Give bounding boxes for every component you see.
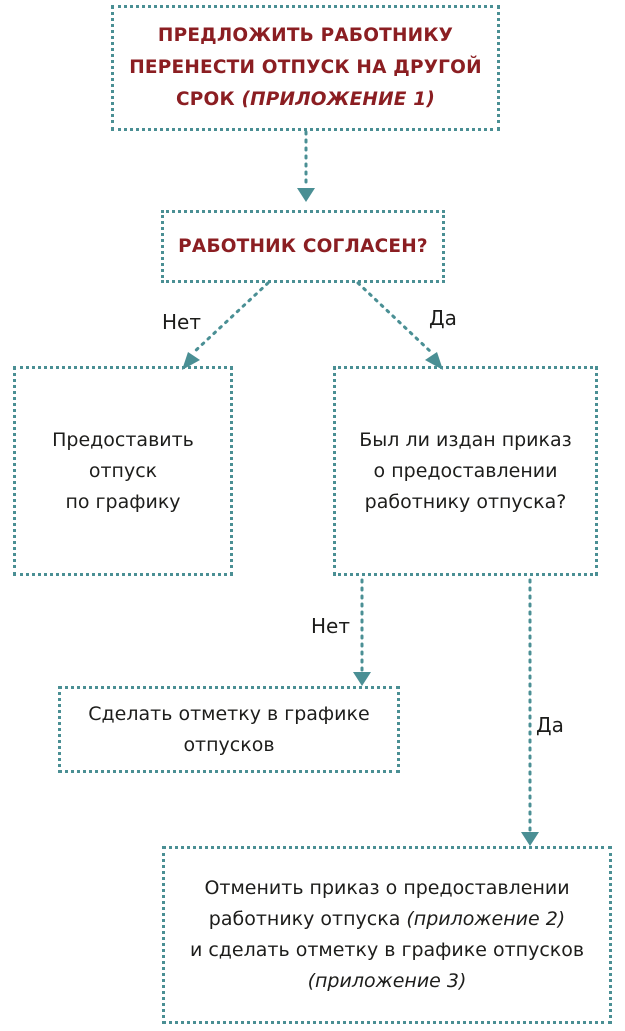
box-cancel-appendix-2: (приложение 2) [406, 908, 566, 930]
box-cancel-line1: Отменить приказ о предоставлении [204, 877, 570, 899]
box-order-line1: Был ли издан приказ [359, 428, 572, 451]
box-question-text: РАБОТНИК СОГЛАСЕН? [178, 235, 428, 257]
box-grant-line3: по графику [65, 490, 181, 513]
box-cancel-order [162, 846, 612, 1024]
box-cancel-line2: работнику отпуска (приложение 2) [208, 908, 566, 930]
box-grant-vacation [13, 366, 233, 576]
arrowhead-mark [353, 672, 371, 686]
box-mark-line2: отпусков [183, 733, 275, 756]
box-order-line3: работнику отпуска? [364, 490, 567, 513]
box-mark-line1: Сделать отметку в графике [88, 702, 370, 725]
box-cancel-line3: и сделать отметку в графике отпусков [189, 939, 585, 961]
box-order-line2: о предоставлении [373, 459, 558, 482]
arrowhead-top [297, 188, 315, 202]
arrow-line-question-to-left [193, 283, 268, 353]
box-employee-agrees [161, 210, 445, 283]
label-yes-1: Да [429, 306, 457, 330]
arrow-line-question-to-right [358, 283, 432, 353]
box-offer-line3: СРОК (ПРИЛОЖЕНИЕ 1) [176, 89, 435, 110]
box-offer-line2: ПЕРЕНЕСТИ ОТПУСК НА ДРУГОЙ [129, 57, 482, 78]
box-mark-schedule [58, 686, 400, 773]
label-no-1: Нет [162, 310, 201, 334]
box-grant-line2: отпуск [88, 459, 158, 482]
arrowhead-cancel [521, 832, 539, 846]
box-order-issued [333, 366, 598, 576]
label-yes-2: Да [536, 713, 564, 737]
box-grant-line1: Предоставить [52, 428, 194, 451]
box-offer-appendix: (ПРИЛОЖЕНИЕ 1) [241, 89, 435, 110]
label-no-2: Нет [311, 614, 350, 638]
box-offer-line1: ПРЕДЛОЖИТЬ РАБОТНИКУ [157, 25, 454, 46]
box-offer-reschedule [111, 5, 500, 131]
box-cancel-appendix-3: (приложение 3) [307, 970, 467, 992]
